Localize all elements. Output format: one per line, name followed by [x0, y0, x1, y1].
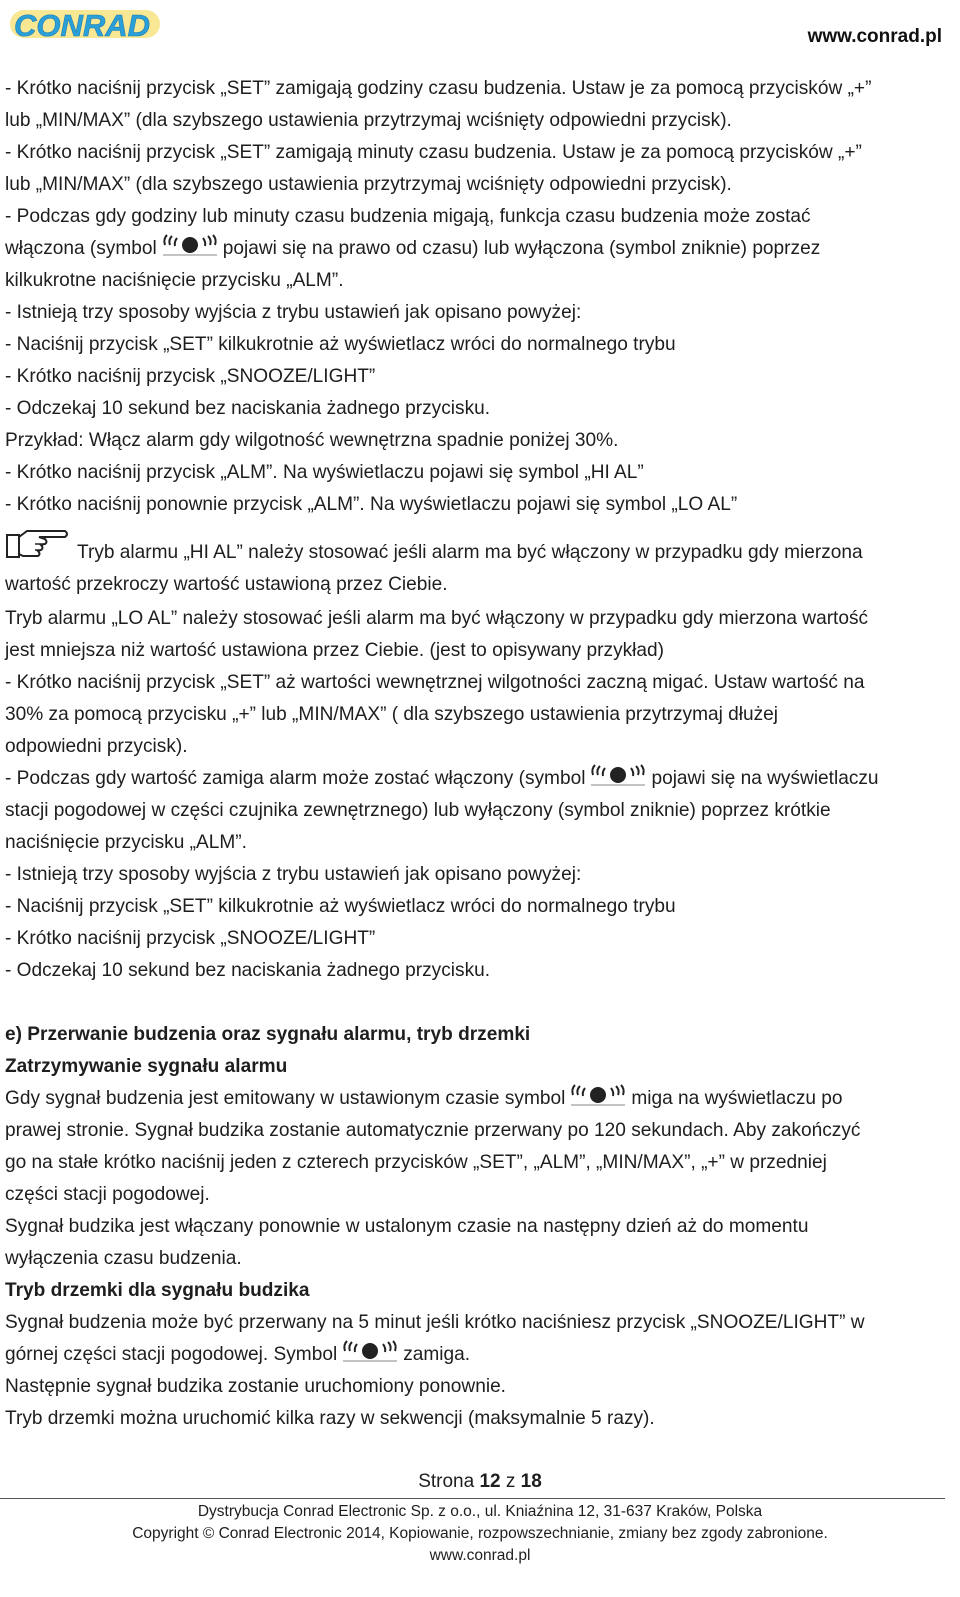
text-line: - Podczas gdy godziny lub minuty czasu budzenia migają, funkcja czasu budzenia może zostać: [5, 206, 811, 227]
text-line: [5, 1339, 950, 1371]
text-fragment: miga na wyświetlaczu po: [631, 1088, 843, 1109]
text-line: Następnie sygnał budzika zostanie uruchomiony ponownie.: [5, 1376, 506, 1397]
footer-url: www.conrad.pl: [429, 1547, 531, 1564]
header-site-url: www.conrad.pl: [807, 26, 942, 47]
text-line: wyłączenia czasu budzenia.: [5, 1248, 242, 1269]
text-line: - Krótko naciśnij przycisk „SET” zamigają godziny czasu budzenia. Ustaw je za pomocą przycisków „+”: [5, 78, 872, 99]
text-line: - Istnieją trzy sposoby wyjścia z trybu ustawień jak opisano powyżej:: [5, 302, 582, 323]
text-line: lub „MIN/MAX” (dla szybszego ustawienia przytrzymaj wciśnięty odpowiedni przycisk).: [5, 110, 732, 131]
conrad-logo: [8, 4, 163, 44]
text-line: - Krótko naciśnij ponownie przycisk „ALM”. Na wyświetlaczu pojawi się symbol „LO AL”: [5, 494, 738, 515]
footer-copyright: Copyright © Conrad Electronic 2014, Kopiowanie, rozpowszechnianie, zmiany bez zgody zabronione.: [132, 1525, 828, 1542]
section-heading: e) Przerwanie budzenia oraz sygnału alarmu, tryb drzemki: [5, 1024, 531, 1045]
subsection-heading: Tryb drzemki dla sygnału budzika: [5, 1280, 310, 1301]
note-block: [5, 521, 950, 603]
text-fragment: Gdy sygnał budzenia jest emitowany w ustawionym czasie symbol: [5, 1088, 566, 1109]
text-line: - Odczekaj 10 sekund bez naciskania żadnego przycisku.: [5, 398, 491, 419]
page-body: [5, 73, 950, 1435]
page-total: 18: [520, 1471, 542, 1492]
text-line: części stacji pogodowej.: [5, 1184, 210, 1205]
text-line: - Krótko naciśnij przycisk „SNOOZE/LIGHT”: [5, 928, 376, 949]
text-line: lub „MIN/MAX” (dla szybszego ustawienia przytrzymaj wciśnięty odpowiedni przycisk).: [5, 174, 732, 195]
page-current: 12: [479, 1471, 501, 1492]
text-line: Tryb drzemki można uruchomić kilka razy w sekwencji (maksymalnie 5 razy).: [5, 1408, 655, 1429]
text-line: - Odczekaj 10 sekund bez naciskania żadnego przycisku.: [5, 960, 491, 981]
text-line: stacji pogodowej w części czujnika zewnętrznego) lub wyłączony (symbol zniknie) poprzez krótkie: [5, 800, 831, 821]
text-line: odpowiedni przycisk).: [5, 736, 188, 757]
alarm-bell-icon: [161, 233, 219, 259]
spacer: [5, 987, 950, 1019]
svg-text:CONRAD: CONRAD: [14, 8, 151, 43]
text-fragment: - Podczas gdy wartość zamiga alarm może zostać włączony (symbol: [5, 768, 586, 789]
text-line: - Krótko naciśnij przycisk „ALM”. Na wyświetlaczu pojawi się symbol „HI AL”: [5, 462, 644, 483]
text-fragment: górnej części stacji pogodowej. Symbol: [5, 1344, 338, 1365]
text-fragment: zamiga.: [403, 1344, 471, 1365]
text-line: Tryb alarmu „LO AL” należy stosować jeśli alarm ma być włączony w przypadku gdy mierzona wartość: [5, 608, 869, 629]
text-line: [5, 763, 950, 795]
text-line: - Naciśnij przycisk „SET” kilkukrotnie aż wyświetlacz wróci do normalnego trybu: [5, 896, 676, 917]
text-line: Przykład: Włącz alarm gdy wilgotność wewnętrzna spadnie poniżej 30%.: [5, 430, 619, 451]
text-line: Sygnał budzenia może być przerwany na 5 minut jeśli krótko naciśniesz przycisk „SNOOZE/LIGHT” w: [5, 1312, 865, 1333]
text-fragment: pojawi się na prawo od czasu) lub wyłączona (symbol zniknie) poprzez: [222, 238, 821, 259]
text-line: - Krótko naciśnij przycisk „SET” aż wartości wewnętrznej wilgotności zaczną migać. Ustaw wartość na: [5, 672, 865, 693]
footer-divider: [0, 1498, 945, 1499]
subsection-heading: Zatrzymywanie sygnału alarmu: [5, 1056, 288, 1077]
text-line: - Istnieją trzy sposoby wyjścia z trybu ustawień jak opisano powyżej:: [5, 864, 582, 885]
text-fragment: włączona (symbol: [5, 238, 157, 259]
text-line: jest mniejsza niż wartość ustawiona przez Ciebie. (jest to opisywany przykład): [5, 640, 664, 661]
text-line: naciśnięcie przycisku „ALM”.: [5, 832, 247, 853]
text-line: wartość przekroczy wartość ustawioną przez Ciebie.: [5, 574, 448, 595]
text-line: prawej stronie. Sygnał budzika zostanie automatycznie przerwany po 120 sekundach. Aby zakończyć: [5, 1120, 861, 1141]
text-line: kilkukrotne naciśnięcie przycisku „ALM”.: [5, 270, 344, 291]
text-line: - Naciśnij przycisk „SET” kilkukrotnie aż wyświetlacz wróci do normalnego trybu: [5, 334, 676, 355]
text-line: [5, 1083, 950, 1115]
text-line: - Krótko naciśnij przycisk „SET” zamigają minuty czasu budzenia. Ustaw je za pomocą przycisków „+”: [5, 142, 862, 163]
text-line: [5, 233, 950, 265]
text-line: - Krótko naciśnij przycisk „SNOOZE/LIGHT”: [5, 366, 376, 387]
alarm-bell-icon: [589, 763, 647, 789]
footer-distribution: Dystrybucja Conrad Electronic Sp. z o.o., ul. Kniaźnina 12, 31-637 Kraków, Polska: [197, 1503, 763, 1520]
pointing-hand-icon: [5, 525, 71, 561]
text-fragment: pojawi się na wyświetlaczu: [651, 768, 879, 789]
page-number: [0, 1471, 960, 1493]
text-line: go na stałe krótko naciśnij jeden z czterech przycisków „SET”, „ALM”, „MIN/MAX”, „+” w przedniej: [5, 1152, 827, 1173]
text-line: 30% za pomocą przycisku „+” lub „MIN/MAX” ( dla szybszego ustawienia przytrzymaj dłużej: [5, 704, 779, 725]
alarm-bell-icon: [569, 1083, 627, 1109]
text-line: Tryb alarmu „HI AL” należy stosować jeśli alarm ma być włączony w przypadku gdy mierzona: [77, 542, 863, 563]
text-line: Sygnał budzika jest włączany ponownie w ustalonym czasie na następny dzień aż do momentu: [5, 1216, 809, 1237]
alarm-bell-icon: [341, 1339, 399, 1365]
page-separator: z: [505, 1471, 516, 1492]
page-prefix: Strona: [418, 1471, 475, 1492]
